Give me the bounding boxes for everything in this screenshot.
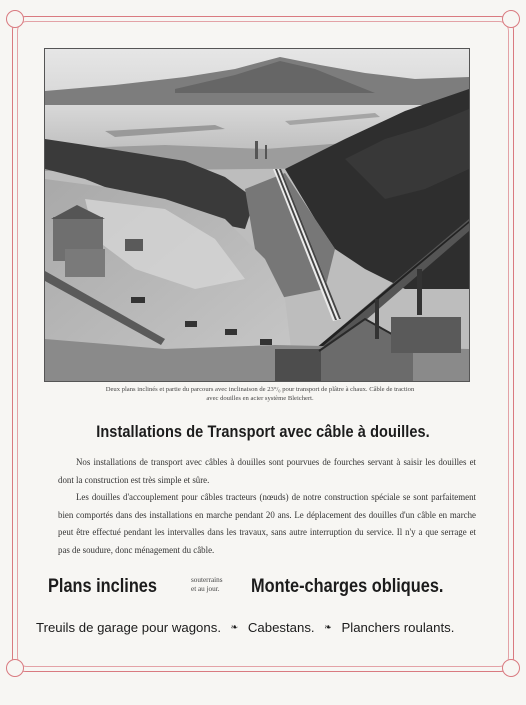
qualifier-line-1: souterrains bbox=[191, 576, 223, 584]
headline-row bbox=[0, 574, 526, 608]
fleuron-separator-icon: ❧ bbox=[324, 622, 332, 632]
corner-ornament bbox=[502, 659, 520, 677]
product-cabestans: Cabestans. bbox=[247, 620, 315, 635]
headline-plans-inclines: Plans inclines bbox=[48, 576, 157, 597]
headline-qualifier bbox=[191, 576, 237, 594]
caption-line-2: avec douilles en acier système Bleichert. bbox=[206, 395, 314, 402]
photo-caption bbox=[60, 385, 460, 403]
product-planchers: Planchers roulants. bbox=[341, 620, 455, 635]
photograph-inclined-planes bbox=[44, 48, 470, 382]
corner-ornament bbox=[6, 659, 24, 677]
headline-monte-charges: Monte-charges obliques. bbox=[251, 576, 444, 597]
caption-line-1: Deux plans inclinés et partie du parcours avec inclinaison de 23°/₀ pour transport de plâtre à chaux. Câble de traction bbox=[105, 386, 415, 393]
corner-ornament bbox=[6, 10, 24, 28]
photo-illustration bbox=[45, 49, 469, 381]
products-row bbox=[36, 620, 496, 635]
paragraph-2: Les douilles d'accouplement pour câbles tracteurs (nœuds) de notre construction spéciale se sont parfaitement bien comportés dans des installations en marche pendant 20 ans. Le déplacement des douilles d'un câble en marche peut être effectué pendant les intervalles dans les travaux, sans autre interruption du service. Il n'y a que serrage et pas de soudure, donc ménagement du câble. bbox=[58, 492, 476, 555]
page-title: Installations de Transport avec câble à douilles. bbox=[96, 423, 430, 441]
corner-ornament bbox=[502, 10, 520, 28]
qualifier-line-2: et au jour. bbox=[191, 585, 220, 593]
fleuron-separator-icon: ❧ bbox=[230, 622, 239, 632]
paragraph-1: Nos installations de transport avec câbles à douilles sont pourvues de fourches servant à saisir les douilles et dont la construction est très simple et sûre. bbox=[58, 457, 476, 485]
product-treuils: Treuils de garage pour wagons. bbox=[36, 620, 221, 635]
body-text bbox=[58, 454, 476, 560]
